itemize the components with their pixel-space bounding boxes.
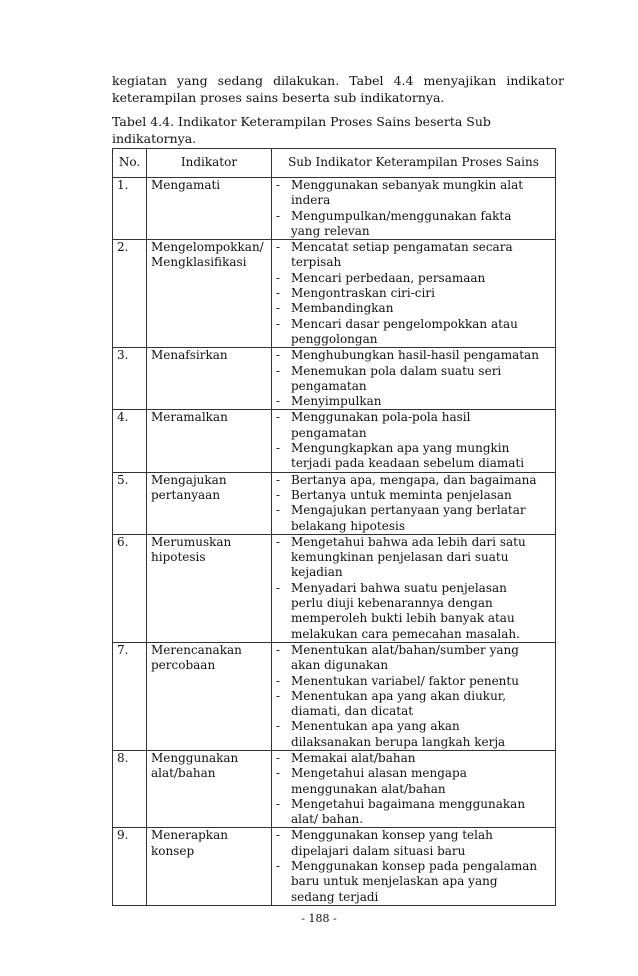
sub-indicator-cell [272, 472, 556, 534]
sub-indicator-line: penggolongan [291, 331, 378, 346]
caption-line: Tabel 4.4. Indikator Keterampilan Proses Sains beserta Sub [112, 114, 491, 129]
indicator-text: Merumuskan [151, 534, 232, 549]
sub-indicator-item [276, 828, 551, 859]
table-row [113, 472, 556, 534]
table-caption [112, 113, 564, 147]
sub-indicator-line: kejadian [291, 565, 343, 580]
sub-indicator-cell [272, 348, 556, 410]
dash-bullet: - [276, 286, 281, 301]
table-row [113, 828, 556, 905]
sub-indicator-line: akan digunakan [291, 658, 389, 673]
sub-indicator-line: Menggunakan konsep yang telah [291, 828, 493, 843]
dash-bullet: - [276, 208, 281, 223]
sub-indicator-line: Bertanya apa, mengapa, dan bagaimana [291, 472, 537, 487]
sub-indicator-line: baru untuk menjelaskan apa yang [291, 874, 498, 889]
sub-indicator-line: yang relevan [291, 223, 370, 238]
row-number: 9. [113, 828, 147, 905]
row-number: 8. [113, 750, 147, 827]
indicator-text: hipotesis [151, 550, 206, 565]
indicator-cell [147, 410, 272, 472]
indicator-text: Menafsirkan [151, 348, 228, 363]
indicator-cell [147, 750, 272, 827]
caption-line: indikatornya. [112, 131, 197, 146]
sub-indicator-line: Mengajukan pertanyaan yang berlatar [291, 503, 526, 518]
intro-line: keterampilan proses sains beserta sub indikatornya. [112, 90, 445, 105]
sub-indicator-item [276, 240, 551, 271]
dash-bullet: - [276, 487, 281, 502]
sub-indicator-line: alat/ bahan. [291, 812, 364, 827]
dash-bullet: - [276, 270, 281, 285]
table-row [113, 240, 556, 348]
table-row [113, 750, 556, 827]
sub-indicator-item [276, 301, 551, 316]
table-row [113, 410, 556, 472]
row-number: 2. [113, 240, 147, 348]
dash-bullet: - [276, 673, 281, 688]
sub-indicator-cell [272, 178, 556, 240]
dash-bullet: - [276, 859, 281, 874]
sub-indicator-cell [272, 642, 556, 750]
table-body [113, 178, 556, 906]
indicator-text: Merencanakan [151, 642, 242, 657]
row-number: 4. [113, 410, 147, 472]
sub-indicator-line: Membandingkan [291, 301, 394, 316]
dash-bullet: - [276, 472, 281, 487]
indicator-table [112, 148, 556, 906]
indicator-text: Mengamati [151, 178, 221, 192]
table-row [113, 178, 556, 240]
sub-indicator-line: belakang hipotesis [291, 518, 405, 533]
indicator-cell [147, 178, 272, 240]
sub-indicator-item [276, 689, 551, 720]
row-number: 7. [113, 642, 147, 750]
header-indikator: Indikator [147, 149, 272, 178]
sub-indicator-line: Menemukan pola dalam suatu seri [291, 363, 502, 378]
header-sub-indikator: Sub Indikator Keterampilan Proses Sains [272, 149, 556, 178]
sub-indicator-item [276, 535, 551, 581]
sub-indicator-line: Mengetahui bahwa ada lebih dari satu [291, 534, 526, 549]
indicator-text: Mengklasifikasi [151, 255, 247, 270]
table-header-row [113, 149, 556, 178]
sub-indicator-item [276, 209, 551, 240]
sub-indicator-cell [272, 750, 556, 827]
row-number: 6. [113, 534, 147, 642]
indicator-cell [147, 472, 272, 534]
sub-indicator-item [276, 286, 551, 301]
sub-indicator-item [276, 581, 551, 642]
indicator-cell [147, 348, 272, 410]
dash-bullet: - [276, 719, 281, 734]
indicator-text: Menggunakan [151, 750, 239, 765]
sub-indicator-line: perlu diuji kebenarannya dengan [291, 596, 493, 611]
dash-bullet: - [276, 534, 281, 549]
dash-bullet: - [276, 828, 281, 843]
row-number: 3. [113, 348, 147, 410]
sub-indicator-line: Mengontraskan ciri-ciri [291, 286, 435, 301]
sub-indicator-line: Menyadari bahwa suatu penjelasan [291, 580, 507, 595]
sub-indicator-cell [272, 410, 556, 472]
indicator-text: Mengelompokkan/ [151, 240, 264, 255]
indicator-text: percobaan [151, 658, 216, 673]
sub-indicator-item [276, 766, 551, 797]
sub-indicator-line: Menentukan apa yang akan diukur, [291, 688, 507, 703]
indicator-text: konsep [151, 843, 195, 858]
sub-indicator-item [276, 317, 551, 348]
indicator-cell [147, 828, 272, 905]
sub-indicator-line: dilaksanakan berupa langkah kerja [291, 734, 506, 749]
sub-indicator-item [276, 674, 551, 689]
table-row [113, 642, 556, 750]
sub-indicator-item [276, 859, 551, 905]
sub-indicator-line: Menentukan alat/bahan/sumber yang [291, 642, 519, 657]
indicator-cell [147, 240, 272, 348]
sub-indicator-line: Menggunakan sebanyak mungkin alat [291, 178, 524, 192]
dash-bullet: - [276, 394, 281, 409]
sub-indicator-item [276, 751, 551, 766]
dash-bullet: - [276, 796, 281, 811]
sub-indicator-item [276, 348, 551, 363]
indicator-text: pertanyaan [151, 487, 221, 502]
sub-indicator-line: Bertanya untuk meminta penjelasan [291, 487, 512, 502]
sub-indicator-line: Mengetahui alasan mengapa [291, 766, 467, 781]
sub-indicator-item [276, 394, 551, 409]
sub-indicator-line: Menyimpulkan [291, 394, 382, 409]
table-row [113, 534, 556, 642]
sub-indicator-item [276, 488, 551, 503]
sub-indicator-cell [272, 828, 556, 905]
sub-indicator-line: pengamatan [291, 425, 367, 440]
dash-bullet: - [276, 766, 281, 781]
sub-indicator-line: indera [291, 193, 331, 208]
sub-indicator-item [276, 503, 551, 534]
sub-indicator-cell [272, 240, 556, 348]
sub-indicator-line: terpisah [291, 255, 342, 270]
table-row [113, 348, 556, 410]
indicator-text: Meramalkan [151, 410, 228, 425]
sub-indicator-line: Mencatat setiap pengamatan secara [291, 240, 513, 255]
dash-bullet: - [276, 348, 281, 363]
indicator-cell [147, 642, 272, 750]
dash-bullet: - [276, 316, 281, 331]
dash-bullet: - [276, 688, 281, 703]
sub-indicator-line: Menggunakan konsep pada pengalaman [291, 859, 538, 874]
dash-bullet: - [276, 503, 281, 518]
sub-indicator-line: kemungkinan penjelasan dari suatu [291, 550, 509, 565]
indicator-text: alat/bahan [151, 766, 216, 781]
dash-bullet: - [276, 410, 281, 425]
dash-bullet: - [276, 363, 281, 378]
dash-bullet: - [276, 240, 281, 255]
sub-indicator-line: Mencari dasar pengelompokkan atau [291, 316, 518, 331]
sub-indicator-line: Menggunakan pola-pola hasil [291, 410, 471, 425]
sub-indicator-line: melakukan cara pemecahan masalah. [291, 626, 520, 641]
row-number: 1. [113, 178, 147, 240]
sub-indicator-item [276, 643, 551, 674]
sub-indicator-line: terjadi pada keadaan sebelum diamati [291, 456, 525, 471]
sub-indicator-item [276, 441, 551, 472]
sub-indicator-item [276, 271, 551, 286]
sub-indicator-line: memperoleh bukti lebih banyak atau [291, 611, 515, 626]
intro-paragraph [112, 72, 564, 106]
sub-indicator-line: Mengetahui bagaimana menggunakan [291, 796, 526, 811]
sub-indicator-item [276, 410, 551, 441]
indicator-text: Menerapkan [151, 828, 228, 843]
sub-indicator-item [276, 473, 551, 488]
dash-bullet: - [276, 301, 281, 316]
sub-indicator-line: Menentukan variabel/ faktor penentu [291, 673, 519, 688]
sub-indicator-line: Memakai alat/bahan [291, 750, 416, 765]
header-no: No. [113, 149, 147, 178]
sub-indicator-item [276, 364, 551, 395]
sub-indicator-cell [272, 534, 556, 642]
intro-line: kegiatan yang sedang dilakukan. Tabel 4.4 menyajikan indikator [112, 73, 564, 88]
dash-bullet: - [276, 580, 281, 595]
indicator-text: Mengajukan [151, 472, 227, 487]
sub-indicator-line: Mengungkapkan apa yang mungkin [291, 441, 510, 456]
sub-indicator-line: Menentukan apa yang akan [291, 719, 460, 734]
sub-indicator-line: Menghubungkan hasil-hasil pengamatan [291, 348, 539, 363]
sub-indicator-line: dipelajari dalam situasi baru [291, 843, 466, 858]
page-number: - 188 - [301, 912, 337, 925]
sub-indicator-line: pengamatan [291, 378, 367, 393]
dash-bullet: - [276, 750, 281, 765]
dash-bullet: - [276, 441, 281, 456]
sub-indicator-line: Mengumpulkan/menggunakan fakta [291, 208, 512, 223]
sub-indicator-item [276, 797, 551, 828]
dash-bullet: - [276, 642, 281, 657]
dash-bullet: - [276, 178, 281, 192]
sub-indicator-line: sedang terjadi [291, 889, 379, 904]
sub-indicator-item [276, 178, 551, 209]
sub-indicator-line: Mencari perbedaan, persamaan [291, 270, 486, 285]
row-number: 5. [113, 472, 147, 534]
indicator-cell [147, 534, 272, 642]
sub-indicator-line: menggunakan alat/bahan [291, 781, 446, 796]
sub-indicator-line: diamati, dan dicatat [291, 704, 414, 719]
sub-indicator-item [276, 719, 551, 750]
